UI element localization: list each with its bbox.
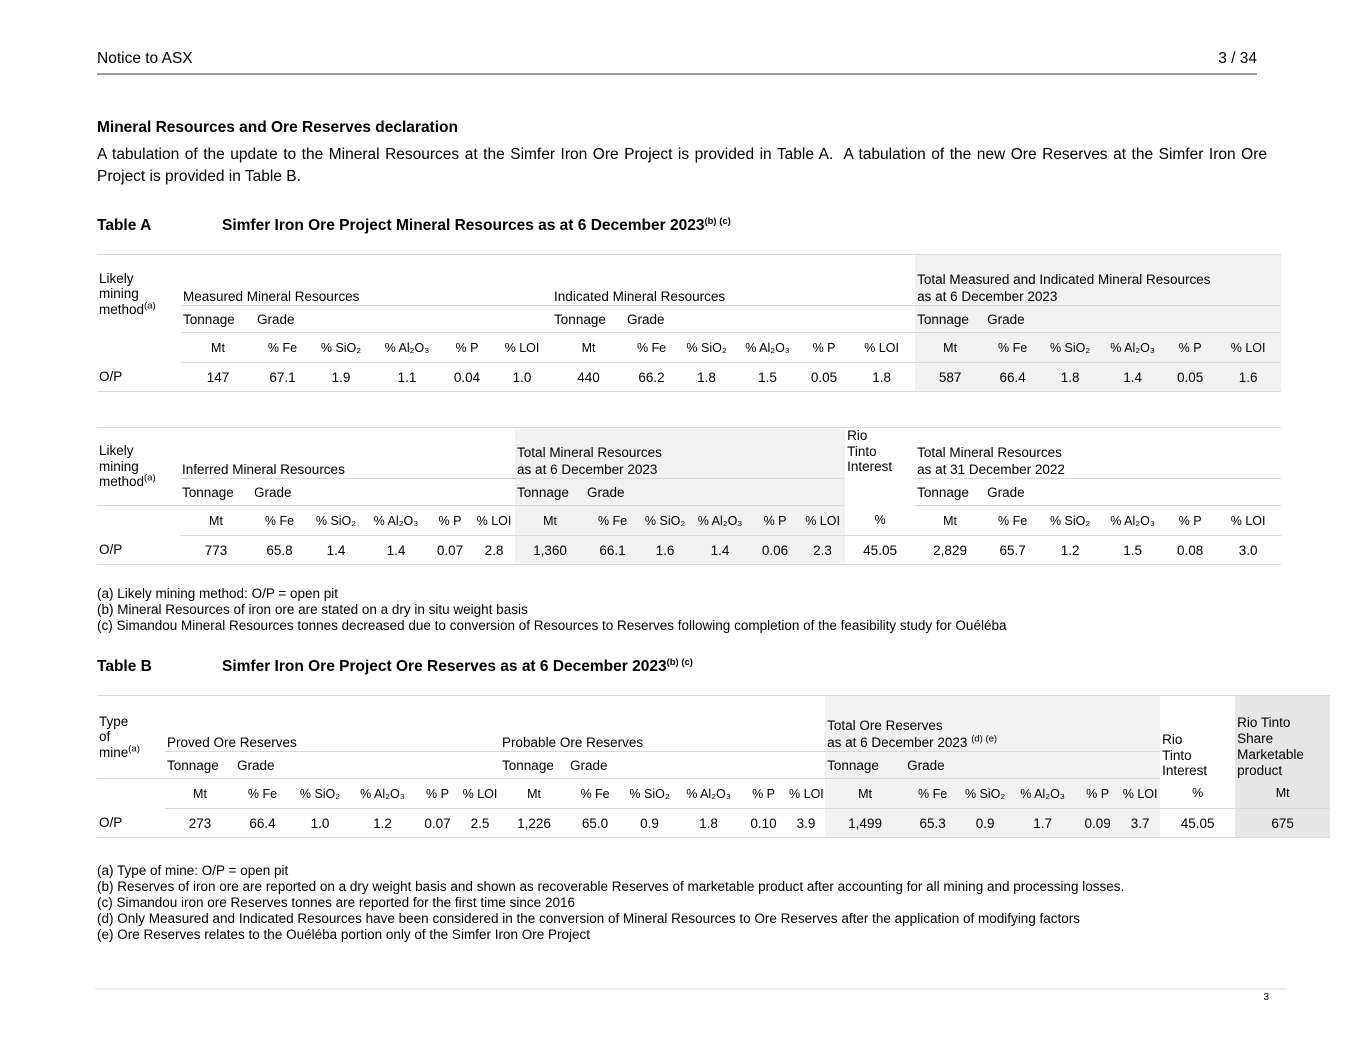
value-cell: 65.0 xyxy=(568,809,622,838)
value-cell: 1.4 xyxy=(307,536,365,565)
footnote: (b) Reserves of iron ore are reported on a dry weight basis and shown as recoverable Reserves of marketable product after accounting for all mining and processing losses. xyxy=(97,879,1125,894)
unit-cell: % LOI xyxy=(473,506,515,536)
unit-cell: % SiO₂ xyxy=(310,333,372,363)
unit-cell: % Fe xyxy=(985,506,1040,536)
rio-tinto-interest-line: Rio xyxy=(1162,732,1183,747)
group-header-cell: Inferred Mineral Resources xyxy=(180,428,515,479)
table-a-title-footnote-marks: (b) (c) xyxy=(704,215,731,227)
grade-label-cell: Grade xyxy=(585,479,845,506)
tonnage-label-cell: Tonnage xyxy=(915,306,985,333)
header-title: Notice to ASX xyxy=(97,50,193,67)
rio-tinto-interest-line: Interest xyxy=(847,459,893,474)
value-cell: 0.10 xyxy=(740,809,787,838)
unit-cell: % xyxy=(1160,779,1235,809)
unit-cell: % Fe xyxy=(585,506,640,536)
value-cell: 1.6 xyxy=(640,536,690,565)
group-header-footnote-marks: (d) (e) xyxy=(971,733,998,745)
grade-label-cell: Grade xyxy=(568,752,825,779)
tonnage-label-cell: Tonnage xyxy=(180,479,252,506)
unit-cell: % LOI xyxy=(1215,333,1281,363)
unit-cell: % LOI xyxy=(1215,506,1281,536)
group-header-line-text: as at 6 December 2023 xyxy=(827,735,968,750)
value-cell: 1.8 xyxy=(1040,363,1100,392)
footnote: (a) Likely mining method: O/P = open pit xyxy=(97,586,339,601)
value-cell: 2.5 xyxy=(460,809,500,838)
unit-cell: % Al₂O₃ xyxy=(372,333,442,363)
unit-cell: % P xyxy=(1165,333,1215,363)
value-cell: 1.8 xyxy=(848,363,915,392)
value-cell: 0.05 xyxy=(1165,363,1215,392)
stub-line-text: method xyxy=(99,474,145,490)
value-cell: 1.5 xyxy=(1100,536,1165,565)
unit-cell: % LOI xyxy=(492,333,552,363)
rio-tinto-interest-line: Rio xyxy=(847,428,868,443)
unit-cell: % Al₂O₃ xyxy=(365,506,427,536)
value-cell: 0.05 xyxy=(800,363,848,392)
value-cell: 0.09 xyxy=(1075,809,1120,838)
value-cell: 3.9 xyxy=(787,809,825,838)
value-cell: 2.8 xyxy=(473,536,515,565)
unit-cell: % P xyxy=(1165,506,1215,536)
group-header-cell: Measured Mineral Resources xyxy=(181,255,552,306)
page-footer xyxy=(95,988,1287,1003)
unit-cell: % P xyxy=(415,779,460,809)
unit-cell: % LOI xyxy=(787,779,825,809)
value-cell: 1.0 xyxy=(290,809,350,838)
unit-cell: Mt xyxy=(552,333,625,363)
value-cell: 1,499 xyxy=(825,809,905,838)
unit-cell: % P xyxy=(800,333,848,363)
unit-cell: % Fe xyxy=(235,779,290,809)
footnote: (c) Simandou iron ore Reserves tonnes are reported for the first time since 2016 xyxy=(97,895,575,910)
stub-line: mining xyxy=(99,458,139,474)
unit-cell: Mt xyxy=(500,779,568,809)
unit-cell: % Al₂O₃ xyxy=(677,779,740,809)
rio-tinto-interest-header-cell xyxy=(845,428,915,506)
value-cell: 45.05 xyxy=(845,536,915,565)
unit-cell: % SiO₂ xyxy=(640,506,690,536)
unit-cell: Mt xyxy=(915,333,985,363)
grade-label-cell: Grade xyxy=(252,479,515,506)
footer-page-number: 3 xyxy=(1263,992,1269,1003)
stub-header-cell xyxy=(97,255,181,333)
value-cell: 3.0 xyxy=(1215,536,1281,565)
group-header-cell: Probable Ore Reserves xyxy=(500,696,825,752)
section-heading: Mineral Resources and Ore Reserves declaration xyxy=(97,119,458,136)
table-a-footnotes xyxy=(97,586,1281,634)
grade-label-cell: Grade xyxy=(235,752,500,779)
value-cell: 0.04 xyxy=(442,363,492,392)
value-cell: 1.1 xyxy=(372,363,442,392)
value-cell: 1.4 xyxy=(690,536,750,565)
unit-cell: % SiO₂ xyxy=(290,779,350,809)
unit-cell: % Fe xyxy=(905,779,960,809)
unit-cell: % Al₂O₃ xyxy=(350,779,415,809)
tonnage-label-cell: Tonnage xyxy=(181,306,255,333)
intro-paragraph: A tabulation of the update to the Mineral Resources at the Simfer Iron Ore Project is provided in Table A. A tabulation of the new Ore Reserves at the Simfer Iron Ore Project is provided in Table B. xyxy=(97,146,1267,185)
table-b xyxy=(97,695,1330,838)
value-cell: 1.8 xyxy=(678,363,735,392)
value-cell: 66.4 xyxy=(235,809,290,838)
value-cell: 45.05 xyxy=(1160,809,1235,838)
value-cell: 0.06 xyxy=(750,536,800,565)
unit-cell: Mt xyxy=(1235,779,1330,809)
row-stub-cell: O/P xyxy=(97,363,181,392)
table-b-title-footnote-marks: (b) (c) xyxy=(666,656,693,668)
group-header-cell: Proved Ore Reserves xyxy=(165,696,500,752)
value-cell: 1.5 xyxy=(735,363,800,392)
value-cell: 1.8 xyxy=(677,809,740,838)
value-cell: 0.07 xyxy=(415,809,460,838)
unit-cell: % SiO₂ xyxy=(678,333,735,363)
stub-line: Type xyxy=(99,713,129,729)
table-b-footnotes xyxy=(97,863,1281,943)
value-cell: 1,360 xyxy=(515,536,585,565)
marketable-product-line: product xyxy=(1237,762,1283,778)
unit-cell: Mt xyxy=(180,506,252,536)
group-header-cell xyxy=(915,428,1281,479)
page-header xyxy=(97,50,1257,68)
grade-label-cell: Grade xyxy=(625,306,915,333)
value-cell: 675 xyxy=(1235,809,1330,838)
unit-cell: % Fe xyxy=(985,333,1040,363)
empty-cell xyxy=(97,779,165,809)
value-cell: 440 xyxy=(552,363,625,392)
table-b-label: Table B xyxy=(97,658,152,675)
tonnage-label-cell: Tonnage xyxy=(825,752,905,779)
group-header-line: as at 6 December 2023 xyxy=(517,462,658,477)
grade-label-cell: Grade xyxy=(985,479,1281,506)
unit-cell: % P xyxy=(442,333,492,363)
value-cell: 0.9 xyxy=(622,809,677,838)
unit-cell: % Al₂O₃ xyxy=(735,333,800,363)
value-cell: 1,226 xyxy=(500,809,568,838)
unit-cell: % P xyxy=(1075,779,1120,809)
marketable-product-header-cell xyxy=(1235,696,1330,779)
group-header-line xyxy=(827,734,1158,751)
table-a-caption xyxy=(97,217,1281,235)
empty-cell xyxy=(97,506,180,536)
grade-label-cell: Grade xyxy=(255,306,552,333)
stub-line: mining xyxy=(99,286,139,301)
value-cell: 66.1 xyxy=(585,536,640,565)
page-indicator: 3 / 34 xyxy=(1218,50,1257,67)
value-cell: 0.07 xyxy=(427,536,473,565)
tonnage-label-cell: Tonnage xyxy=(552,306,625,333)
stub-footnote-mark: (a) xyxy=(144,472,156,484)
unit-cell: % SiO₂ xyxy=(1040,506,1100,536)
stub-footnote-mark: (a) xyxy=(128,743,140,755)
footnote: (e) Ore Reserves relates to the Ouéléba portion only of the Simfer Iron Ore Project xyxy=(97,927,590,942)
unit-cell: Mt xyxy=(181,333,255,363)
group-header-line: Total Ore Reserves xyxy=(827,718,943,733)
tonnage-label-cell: Tonnage xyxy=(915,479,985,506)
rio-tinto-interest-line: Tinto xyxy=(1162,747,1192,763)
stub-footnote-mark: (a) xyxy=(144,300,156,311)
table-b-title xyxy=(222,658,693,676)
value-cell: 587 xyxy=(915,363,985,392)
footnote: (c) Simandou Mineral Resources tonnes decreased due to conversion of Resources to Reserves following completion of the feasibility study for Ouéléba xyxy=(97,618,1007,633)
unit-cell: % Al₂O₃ xyxy=(690,506,750,536)
value-cell: 0.9 xyxy=(960,809,1010,838)
group-header-line: Total Mineral Resources xyxy=(917,445,1062,460)
unit-cell: % Al₂O₃ xyxy=(1100,506,1165,536)
group-header-line: Total Mineral Resources xyxy=(517,445,662,460)
value-cell: 1.9 xyxy=(310,363,372,392)
value-cell: 147 xyxy=(181,363,255,392)
marketable-product-line: Share xyxy=(1237,730,1274,746)
unit-cell: % P xyxy=(427,506,473,536)
row-stub-cell: O/P xyxy=(97,809,165,838)
rio-tinto-interest-line: Tinto xyxy=(847,443,877,459)
table-b-title-text: Simfer Iron Ore Project Ore Reserves as at 6 December 2023 xyxy=(222,658,667,675)
header-divider xyxy=(97,73,1257,75)
group-header-line: as at 6 December 2023 xyxy=(917,289,1058,304)
stub-line-text: method xyxy=(99,301,145,317)
unit-cell: % LOI xyxy=(460,779,500,809)
stub-line xyxy=(99,302,179,318)
value-cell: 1.2 xyxy=(1040,536,1100,565)
unit-cell: Mt xyxy=(165,779,235,809)
rio-tinto-interest-header-cell xyxy=(1160,696,1235,779)
value-cell: 1.2 xyxy=(350,809,415,838)
group-header-line: as at 31 December 2022 xyxy=(917,462,1065,477)
unit-cell: % SiO₂ xyxy=(1040,333,1100,363)
unit-cell: % xyxy=(845,506,915,536)
group-header-line: Total Measured and Indicated Mineral Resources xyxy=(917,272,1211,287)
group-header-cell xyxy=(915,255,1281,306)
unit-cell: Mt xyxy=(825,779,905,809)
stub-line: Likely xyxy=(99,270,134,286)
tonnage-label-cell: Tonnage xyxy=(165,752,235,779)
table-b-caption xyxy=(97,658,1281,676)
tonnage-label-cell: Tonnage xyxy=(500,752,568,779)
unit-cell: % LOI xyxy=(848,333,915,363)
unit-cell: % SiO₂ xyxy=(622,779,677,809)
value-cell: 1.6 xyxy=(1215,363,1281,392)
stub-line: Likely xyxy=(99,443,134,459)
value-cell: 2.3 xyxy=(800,536,845,565)
value-cell: 1.7 xyxy=(1010,809,1075,838)
stub-header-cell xyxy=(97,428,180,506)
unit-cell: % SiO₂ xyxy=(960,779,1010,809)
value-cell: 3.7 xyxy=(1120,809,1160,838)
unit-cell: % LOI xyxy=(1120,779,1160,809)
unit-cell: % P xyxy=(740,779,787,809)
unit-cell: % LOI xyxy=(800,506,845,536)
group-header-cell xyxy=(515,428,845,479)
row-stub-cell: O/P xyxy=(97,536,180,565)
table-a-part2 xyxy=(97,427,1281,565)
unit-cell: % Fe xyxy=(625,333,678,363)
value-cell: 1.0 xyxy=(492,363,552,392)
table-a-title xyxy=(222,217,731,235)
marketable-product-line: Rio Tinto xyxy=(1237,714,1291,730)
unit-cell: % SiO₂ xyxy=(307,506,365,536)
stub-line-text: mine xyxy=(99,744,129,760)
unit-cell: Mt xyxy=(515,506,585,536)
stub-line xyxy=(99,745,163,761)
unit-cell: % Al₂O₃ xyxy=(1100,333,1165,363)
value-cell: 65.7 xyxy=(985,536,1040,565)
stub-line xyxy=(99,474,178,490)
unit-cell: Mt xyxy=(915,506,985,536)
footnote: (a) Type of mine: O/P = open pit xyxy=(97,863,289,878)
value-cell: 1.4 xyxy=(1100,363,1165,392)
marketable-product-line: Marketable xyxy=(1237,746,1304,762)
unit-cell: % Fe xyxy=(252,506,307,536)
unit-cell: % Fe xyxy=(568,779,622,809)
empty-cell xyxy=(97,333,181,363)
value-cell: 2,829 xyxy=(915,536,985,565)
footnote: (d) Only Measured and Indicated Resources have been considered in the conversion of Mineral Resources to Ore Reserves after the application of modifying factors xyxy=(97,911,1081,926)
table-a-part1 xyxy=(97,254,1281,392)
value-cell: 67.1 xyxy=(255,363,310,392)
table-a-title-text: Simfer Iron Ore Project Mineral Resources as at 6 December 2023 xyxy=(222,217,705,234)
table-a-label: Table A xyxy=(97,217,152,234)
unit-cell: % Fe xyxy=(255,333,310,363)
unit-cell: % Al₂O₃ xyxy=(1010,779,1075,809)
stub-line: of xyxy=(99,729,111,745)
value-cell: 0.08 xyxy=(1165,536,1215,565)
rio-tinto-interest-line: Interest xyxy=(1162,763,1208,778)
value-cell: 66.2 xyxy=(625,363,678,392)
value-cell: 773 xyxy=(180,536,252,565)
value-cell: 1.4 xyxy=(365,536,427,565)
tonnage-label-cell: Tonnage xyxy=(515,479,585,506)
footnote: (b) Mineral Resources of iron ore are stated on a dry in situ weight basis xyxy=(97,602,528,617)
grade-label-cell: Grade xyxy=(985,306,1281,333)
stub-header-cell xyxy=(97,696,165,779)
grade-label-cell: Grade xyxy=(905,752,1160,779)
value-cell: 66.4 xyxy=(985,363,1040,392)
value-cell: 65.8 xyxy=(252,536,307,565)
group-header-cell xyxy=(825,696,1160,752)
value-cell: 65.3 xyxy=(905,809,960,838)
group-header-cell: Indicated Mineral Resources xyxy=(552,255,915,306)
value-cell: 273 xyxy=(165,809,235,838)
unit-cell: % P xyxy=(750,506,800,536)
